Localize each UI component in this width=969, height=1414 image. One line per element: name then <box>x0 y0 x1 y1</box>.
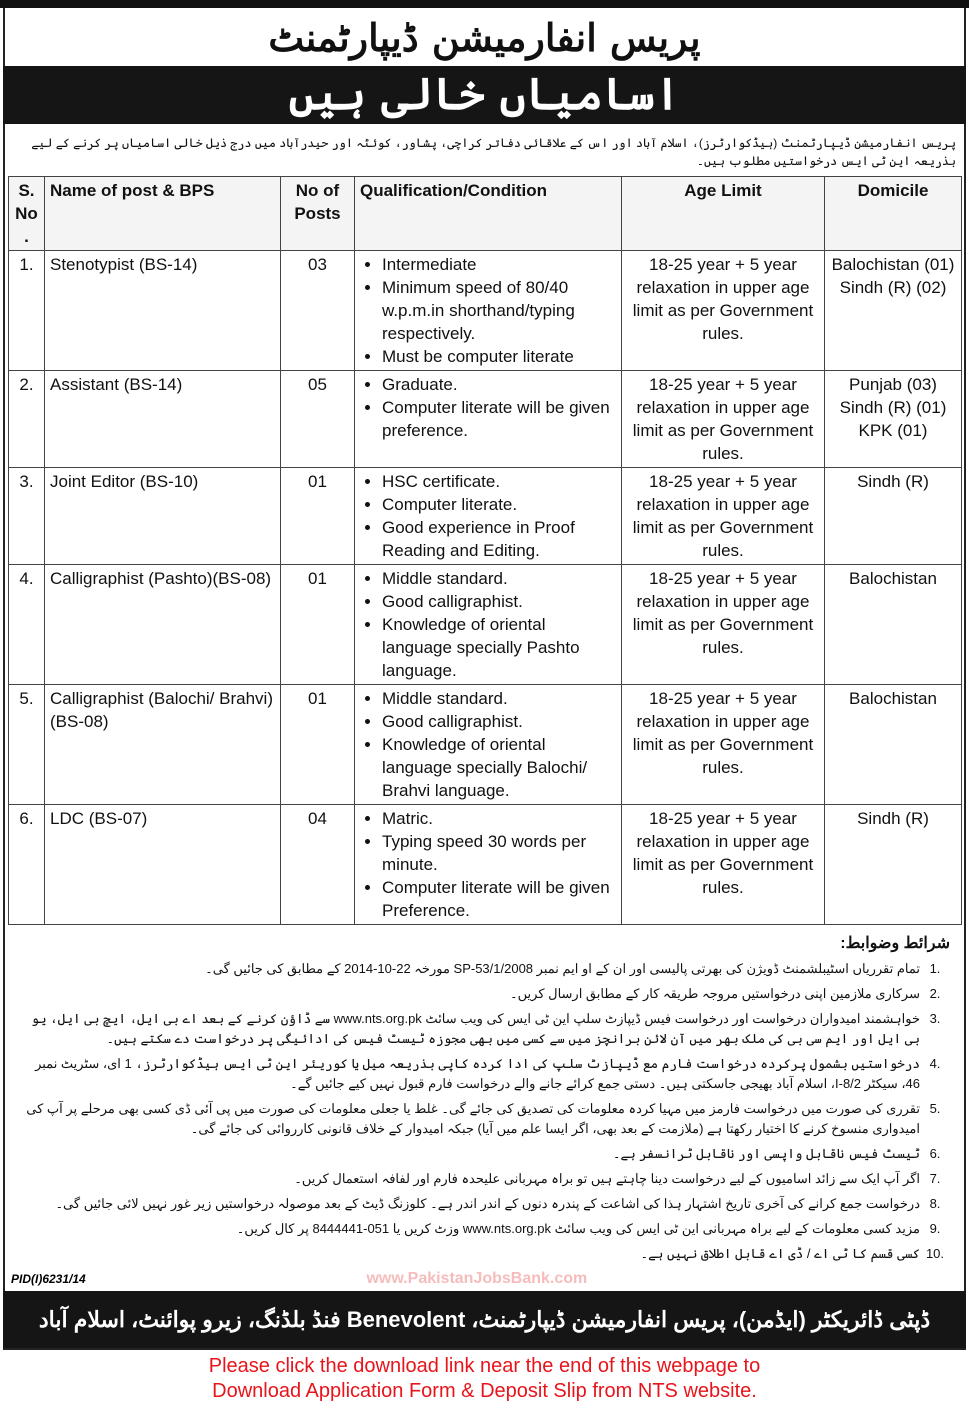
term-item <box>19 1194 950 1214</box>
watermark: www.PakistanJobsBank.com <box>366 1270 588 1287</box>
cell-age: 18-25 year + 5 year relaxation in upper age limit as per Government rules. <box>622 805 825 925</box>
cell-posts: 03 <box>281 251 355 371</box>
cell-sno: 5. <box>9 685 45 805</box>
qualification-item: • HSC certificate. <box>382 470 616 493</box>
qualification-list <box>360 470 616 562</box>
term-item <box>19 1169 950 1189</box>
cell-domicile: Balochistan <box>825 565 962 685</box>
table-row <box>9 805 962 925</box>
cell-qualification <box>355 468 622 565</box>
cell-age: 18-25 year + 5 year relaxation in upper age limit as per Government rules. <box>622 251 825 371</box>
qualification-list <box>360 253 616 368</box>
term-number: 6. <box>929 1146 941 1161</box>
qualification-list <box>360 567 616 682</box>
notice-line-2: Download Application Form & Deposit Slip from NTS website. <box>212 1380 757 1402</box>
table-row <box>9 251 962 371</box>
cell-domicile: Punjab (03) Sindh (R) (01) KPK (01) <box>825 371 962 468</box>
cell-qualification <box>355 371 622 468</box>
qualification-item: • Graduate. <box>382 373 616 396</box>
term-text: مزید کسی معلومات کے لیے براہ مہربانی این ٹی ایس کی ویب سائٹ www.nts.org.pk وزٹ کریں یا 051-8444441 پر کال کریں۔ <box>236 1221 920 1236</box>
cell-age: 18-25 year + 5 year relaxation in upper age limit as per Government rules. <box>622 685 825 805</box>
term-item <box>19 1219 950 1239</box>
term-text: درخواستیں بشمول پرکردہ درخواست فارم مع ڈیپازٹ سلپ کی ادا کردہ کاپی بذریعہ میل یا کوریئر این ٹی ایس ہیڈکوارٹرز، 1 ای، سٹریٹ نمبر 46، سیکٹر I-8/2، اسلام آباد بھیجی جاسکتی ہیں۔ دستی جمع کرائے جانے والے درخواست فارم قبول نہیں کیے جائیں گے۔ <box>35 1056 920 1091</box>
cell-age: 18-25 year + 5 year relaxation in upper age limit as per Government rules. <box>622 565 825 685</box>
cell-qualification <box>355 685 622 805</box>
cell-post: LDC (BS-07) <box>45 805 281 925</box>
table-header-row <box>9 177 962 251</box>
download-notice <box>0 1350 969 1414</box>
footer-address: ڈپٹی ڈائریکٹر (ایڈمن)، پریس انفارمیشن ڈیپارٹمنٹ، Benevolent فنڈ بلڈنگ، زیرو پوائنٹ، اسلام آباد <box>3 1291 966 1348</box>
qualification-item: • Good calligraphist. <box>382 590 616 613</box>
qualification-item: • Knowledge of oriental language specially Balochi/ Brahvi language. <box>382 733 616 802</box>
term-item <box>19 1244 950 1264</box>
term-item <box>19 1144 950 1164</box>
pid-row <box>5 1269 964 1291</box>
term-text: درخواست جمع کرانے کی آخری تاریخ اشتہار ہذا کی اشاعت کے پندرہ دنوں کے اندر اندر ہے۔ کلوزنگ ڈیٹ کے بعد موصولہ درخواستیں زیر غور نہیں لائی جائیں گی۔ <box>55 1196 920 1211</box>
qualification-item: • Good calligraphist. <box>382 710 616 733</box>
terms-heading: شرائط وضوابط: <box>840 935 950 952</box>
term-item <box>19 984 950 1004</box>
qualification-item: • Matric. <box>382 807 616 830</box>
table-row <box>9 371 962 468</box>
table-row <box>9 468 962 565</box>
cell-qualification <box>355 805 622 925</box>
qualification-item: • Typing speed 30 words per minute. <box>382 830 616 876</box>
term-item <box>19 1009 950 1049</box>
ad-frame <box>3 8 966 1350</box>
header-post: Name of post & BPS <box>45 177 281 251</box>
cell-posts: 04 <box>281 805 355 925</box>
cell-sno: 6. <box>9 805 45 925</box>
qualification-item: • Intermediate <box>382 253 616 276</box>
cell-qualification <box>355 251 622 371</box>
cell-sno: 1. <box>9 251 45 371</box>
cell-posts: 01 <box>281 565 355 685</box>
department-title: پریس انفارمیشن ڈیپارٹمنٹ <box>268 15 701 60</box>
cell-post: Stenotypist (BS-14) <box>45 251 281 371</box>
cell-domicile: Balochistan (01) Sindh (R) (02) <box>825 251 962 371</box>
qualification-item: • Computer literate will be given Preference. <box>382 876 616 922</box>
qualification-item: • Middle standard. <box>382 567 616 590</box>
qualification-item: • Middle standard. <box>382 687 616 710</box>
term-text: تمام تقرریاں اسٹیبلشمنٹ ڈویژن کی بھرتی پالیسی اور ان کے او ایم نمبر SP-53/1/2008 مورخہ 22-10-2014 کے مطابق کی جائیں گی۔ <box>205 961 920 976</box>
term-number: 2. <box>929 986 941 1001</box>
header-qualification: Qualification/Condition <box>355 177 622 251</box>
cell-domicile: Sindh (R) <box>825 805 962 925</box>
qualification-item: • Good experience in Proof Reading and Editing. <box>382 516 616 562</box>
qualification-list <box>360 373 616 442</box>
header-domicile: Domicile <box>825 177 962 251</box>
cell-sno: 3. <box>9 468 45 565</box>
notice-line-1: Please click the download link near the end of this webpage to <box>208 1355 761 1377</box>
term-item <box>19 1054 950 1094</box>
qualification-item: • Knowledge of oriental language specially Pashto language. <box>382 613 616 682</box>
qualification-item: • Computer literate will be given preference. <box>382 396 616 442</box>
cell-age: 18-25 year + 5 year relaxation in upper age limit as per Government rules. <box>622 371 825 468</box>
cell-posts: 05 <box>281 371 355 468</box>
cell-domicile: Sindh (R) <box>825 468 962 565</box>
qualification-item: • Computer literate. <box>382 493 616 516</box>
top-border <box>0 0 969 8</box>
cell-posts: 01 <box>281 685 355 805</box>
qualification-list <box>360 687 616 802</box>
cell-post: Assistant (BS-14) <box>45 371 281 468</box>
term-text: کسی قسم کا ٹی اے / ڈی اے قابل اطلاق نہیں ہے۔ <box>640 1246 920 1261</box>
cell-qualification <box>355 565 622 685</box>
term-text: اگر آپ ایک سے زائد اسامیوں کے لیے درخواست دینا چاہتے ہیں تو براہ مہربانی علیحدہ فارم اور لفافہ استعمال کریں۔ <box>294 1171 920 1186</box>
term-item <box>19 1099 950 1139</box>
headline: اسامیاں خالی ہیں <box>3 66 966 124</box>
term-number: 10. <box>925 1246 945 1261</box>
term-item <box>19 959 950 979</box>
term-number: 4. <box>929 1056 941 1071</box>
cell-sno: 4. <box>9 565 45 685</box>
header-age: Age Limit <box>622 177 825 251</box>
qualification-list <box>360 807 616 922</box>
term-number: 9. <box>929 1221 941 1236</box>
table-row <box>9 565 962 685</box>
qualification-item: • Must be computer literate <box>382 345 616 368</box>
cell-post: Calligraphist (Balochi/ Brahvi) (BS-08) <box>45 685 281 805</box>
header-posts: No of Posts <box>281 177 355 251</box>
qualification-item: • Minimum speed of 80/40 w.p.m.in shorthand/typing respectively. <box>382 276 616 345</box>
term-text: تقرری کی صورت میں درخواست فارمز میں مہیا کردہ معلومات کی تصدیق کی جائے گی۔ غلط یا جعلی معلومات کی صورت میں پی آئی ڈی کسی بھی مرحلے پر آپ کی امیدواری منسوخ کرنے کا اختیار رکھتا ہے (ملازمت کے بعد بھی، اگر ایسا علم میں آیا) جبکہ امیدوار کے خلاف قانونی کارروائی کی جائے گی۔ <box>26 1101 920 1136</box>
vacancies-table <box>8 176 962 925</box>
cell-domicile: Balochistan <box>825 685 962 805</box>
term-number: 5. <box>929 1101 941 1116</box>
header-sno: S. No. <box>9 177 45 251</box>
term-number: 3. <box>929 1011 941 1026</box>
pid-number: PID(I)6231/14 <box>11 1272 86 1286</box>
term-text: خواہشمند امیدواران درخواست اور درخواست فیس ڈیپازٹ سلپ این ٹی ایس کی ویب سائٹ www.nts.org.pk سے ڈاؤن کرنے کے بعد اے بی ایل، ایچ بی ایل، یو بی ایل اور ایم سی بی کی ملک بھر میں آن لائن برانچز میں سے کسی میں بھی مجوزہ ٹیسٹ فیس کی ادائیگی پر درخواست دے سکتے ہیں۔ <box>31 1011 920 1046</box>
term-text: ٹیسٹ فیس ناقابل واپسی اور ناقابل ٹرانسفر ہے۔ <box>612 1146 920 1161</box>
cell-post: Joint Editor (BS-10) <box>45 468 281 565</box>
term-number: 8. <box>929 1196 941 1211</box>
cell-post: Calligraphist (Pashto)(BS-08) <box>45 565 281 685</box>
cell-sno: 2. <box>9 371 45 468</box>
cell-posts: 01 <box>281 468 355 565</box>
term-number: 7. <box>929 1171 941 1186</box>
cell-age: 18-25 year + 5 year relaxation in upper age limit as per Government rules. <box>622 468 825 565</box>
term-number: 1. <box>929 961 941 976</box>
term-text: سرکاری ملازمین اپنی درخواستیں مروجہ طریقہ کار کے مطابق ارسال کریں۔ <box>510 986 920 1001</box>
terms-section <box>5 925 964 1264</box>
table-row <box>9 685 962 805</box>
intro-text: پریس انفارمیشن ڈیپارٹمنٹ (ہیڈکوارٹرز)، اسلام آباد اور اس کے علاقائی دفاتر کراچی، پشاور، کوئٹہ اور حیدرآباد میں درج ذیل خالی اسامیاں پر کرنے کے لیے بذریعہ این ٹی ایس درخواستیں مطلوب ہیں۔ <box>31 136 956 168</box>
